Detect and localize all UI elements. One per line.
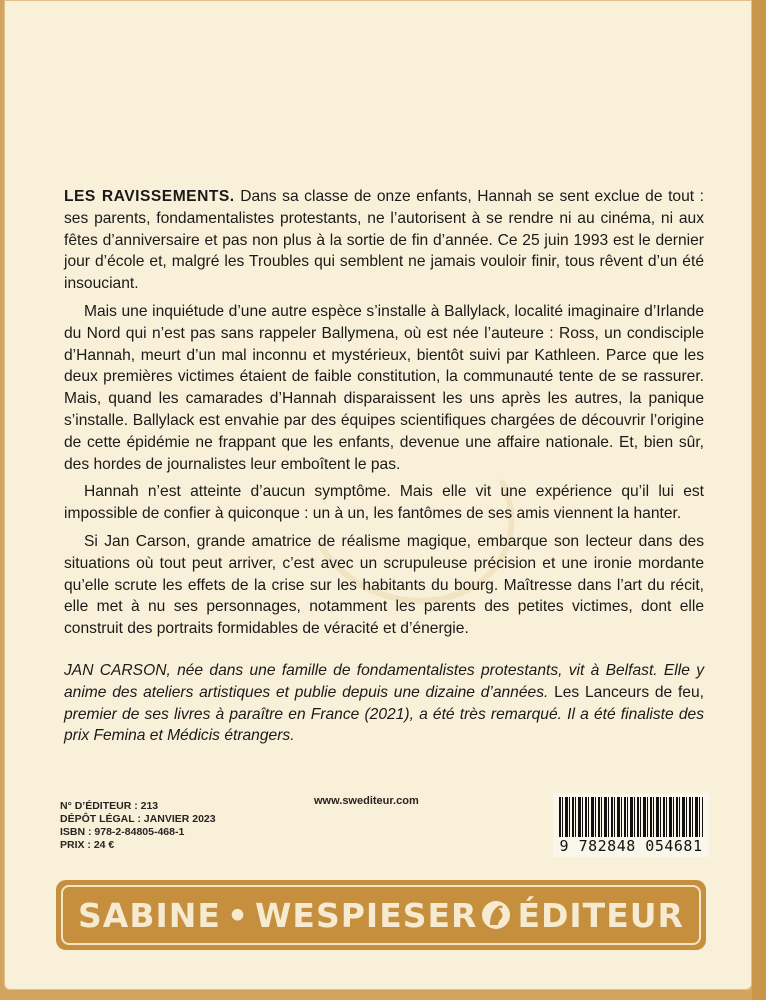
legal-info (60, 800, 216, 852)
barcode (553, 793, 709, 857)
book-title: LES RAVISSEMENTS. (64, 188, 235, 205)
blurb (64, 186, 704, 753)
publisher-name-3: ÉDITEUR (517, 895, 684, 935)
publisher-banner (56, 880, 706, 950)
website-link[interactable]: www.swediteur.com (314, 795, 419, 807)
bio-text-1: JAN CARSON, née dans une famille de fondamentalistes protestants, vit à Belfast. Elle y anime des ateliers artistiques et publie depuis une dizaine d’années. (64, 661, 704, 701)
publisher-frame (61, 885, 701, 945)
blurb-paragraph-4: Si Jan Carson, grande amatrice de réalisme magique, embarque son lecteur dans des situations où tout peut arriver, c’est avec un scrupuleuse précision et une ironie mordante qu’elle scrute les effets de la crise sur les habitants du bourg. Maîtresse dans l’art du récit, elle met à nu ses personnages, notamment les parents des petites victimes, dont elle construit des portraits formidables de véracité et d’énergie. (64, 532, 704, 638)
author-bio (64, 660, 704, 747)
editeur-number: N° D’ÉDITEUR : 213 (60, 800, 159, 812)
barcode-bars (559, 797, 703, 837)
blurb-paragraph-3: Hannah n’est atteinte d’aucun symptôme. Mais elle vit une expérience qu’il lui est impossible de confier à quiconque : un à un, les fantômes de ses amis viennent la hanter. (64, 483, 704, 523)
publisher-name-1: SABINE (78, 895, 221, 935)
horse-logo-icon (481, 897, 511, 933)
publisher-logo-text (78, 896, 684, 935)
blurb-paragraph-2: Mais une inquiétude d’une autre espèce s’installe à Ballylack, localité imaginaire d’Irlande du Nord qui n’est pas sans rappeler Ballymena, où est née l’auteure : Ross, un condisciple d’Hannah, meurt d’un mal inconnu et mystérieux, bientôt suivi par Kathleen. Parce que les deux premières victimes étaient de faible constitution, la communauté tente de se rassurer. Mais, quand les camarades d’Hannah disparaissent les uns après les autres, la panique s’installe. Ballylack est envahie par des équipes scientifiques chargées de découvrir l’origine de cette épidémie ne frappant que les enfants, devenue une affaire nationale. Et, bien sûr, des hordes de journalistes leur emboîtent le pas. (64, 302, 704, 473)
price: PRIX : 24 € (60, 839, 115, 851)
cover-edge (752, 0, 766, 1000)
bio-book-title: Les Lanceurs de feu, (554, 683, 704, 701)
isbn: ISBN : 978-2-84805-468-1 (60, 826, 185, 838)
depot-legal: DÉPÔT LÉGAL : JANVIER 2023 (60, 813, 216, 825)
barcode-number: 9 782848 054681 (559, 837, 703, 855)
bio-text-2: premier de ses livres à paraître en France (2021), a été très remarqué. Il a été finaliste des prix Femina et Médicis étrangers. (64, 705, 704, 745)
blurb-paragraph-1 (64, 186, 704, 295)
blurb-text-1: Dans sa classe de onze enfants, Hannah se sent exclue de tout : ses parents, fondamentalistes protestants, ne l’autorisent à se rendre ni au cinéma, ni aux fêtes d’anniversaire et pas non plus à la sortie de fin d’année. Ce 25 juin 1993 est le dernier jour d’école et, malgré les Troubles qui semblent ne jamais vouloir finir, tous rêvent d’un été insouciant. (64, 188, 704, 293)
publisher-separator: • (226, 895, 250, 935)
publisher-name-2: WESPIESER (255, 895, 478, 935)
